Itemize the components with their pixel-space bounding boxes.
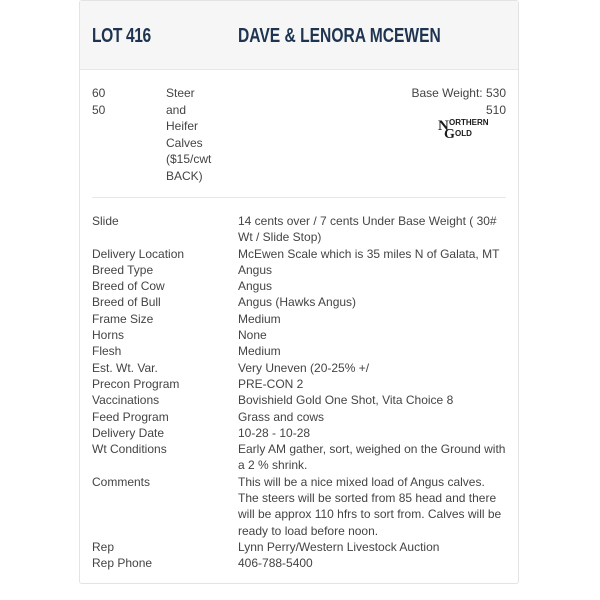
logo-text-bottom: OLD [455,129,472,138]
consignor-name: DAVE & LENORA MCEWEN [238,25,441,47]
description-line: BACK) [166,168,203,183]
detail-row [92,409,508,425]
detail-value: Grass and cows [238,409,325,424]
detail-row [92,376,508,392]
detail-value: Lynn Perry/Western Livestock Auction [238,539,440,554]
description-line: Steer [166,86,195,100]
detail-row [92,441,508,474]
detail-label: Rep Phone [92,556,153,571]
logo-text-top: ORTHERN [449,118,489,127]
detail-label: Rep [92,539,115,554]
detail-label: Breed of Bull [92,295,161,310]
detail-label: Flesh [92,344,122,359]
detail-row [92,555,508,571]
detail-row [92,474,508,539]
detail-label: Precon Program [92,376,180,391]
lot-details [92,213,508,572]
detail-label: Comments [92,474,151,489]
lot-header [80,1,518,70]
detail-value: Medium [238,344,281,359]
detail-row [92,246,508,262]
detail-label: Delivery Date [92,425,165,440]
detail-label: Feed Program [92,409,169,424]
base-weight-steers: Base Weight: 530 [411,86,506,100]
detail-row [92,294,508,310]
detail-label: Vaccinations [92,393,160,408]
detail-label: Wt Conditions [92,442,167,457]
section-divider [92,197,506,198]
detail-row [92,539,508,555]
detail-label: Delivery Location [92,246,185,261]
detail-row [92,360,508,376]
detail-label: Est. Wt. Var. [92,360,158,375]
cattle-description [166,85,226,184]
lot-summary [80,70,518,197]
detail-row [92,392,508,408]
detail-value: 406-788-5400 [238,556,313,571]
detail-value: Angus (Hawks Angus) [238,295,357,310]
detail-value: Bovishield Gold One Shot, Vita Choice 8 [238,393,454,408]
detail-row [92,425,508,441]
detail-value: Early AM gather, sort, weighed on the Ground with a 2 % shrink. [238,442,506,473]
detail-row [92,327,508,343]
base-weight-heifers: 510 [485,102,506,117]
description-line: ($15/cwt [166,152,212,166]
detail-value: Very Uneven (20-25% +/ [238,360,370,375]
head-count-heifers: 50 [92,102,106,117]
description-line: and [166,102,187,117]
detail-value: PRE-CON 2 [238,376,304,391]
logo-letter-n: N [438,118,449,134]
head-count-steers: 60 [92,86,106,100]
detail-row [92,213,508,246]
northern-gold-logo [438,116,506,140]
detail-value: None [238,328,267,343]
detail-value: McEwen Scale which is 35 miles N of Galata, MT [238,246,500,261]
detail-row [92,278,508,294]
lot-card [79,0,519,584]
detail-row [92,262,508,278]
detail-value: Medium [238,311,281,326]
detail-value: Angus [238,262,273,277]
lot-number: LOT 416 [92,25,151,47]
detail-label: Breed Type [92,262,154,277]
detail-value: Angus [238,279,273,294]
detail-value: This will be a nice mixed load of Angus calves. The steers will be sorted from 85 head and there will be approx 110 hfrs to sort from. Calves will be ready to load before noon. [238,474,502,538]
detail-row [92,343,508,359]
detail-row [92,311,508,327]
logo-letter-g: G [444,127,455,140]
detail-value: 10-28 - 10-28 [238,425,311,440]
description-line: Calves [166,135,203,150]
base-weights [411,85,506,118]
detail-value: 14 cents over / 7 cents Under Base Weight ( 30# Wt / Slide Stop) [238,214,497,245]
detail-label: Horns [92,328,125,343]
detail-label: Breed of Cow [92,279,165,294]
detail-label: Frame Size [92,311,154,326]
detail-label: Slide [92,214,119,228]
description-line: Heifer [166,119,199,133]
head-counts [92,85,105,118]
